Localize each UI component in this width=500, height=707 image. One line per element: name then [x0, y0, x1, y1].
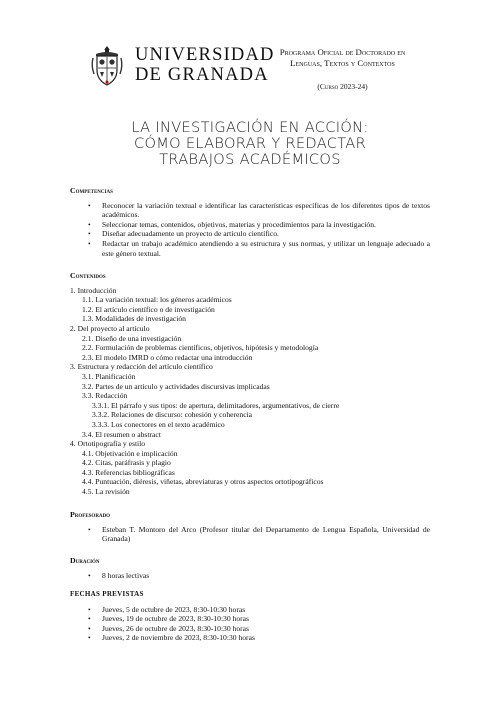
contenidos-section: [70, 271, 430, 497]
competencias-heading: Competencias: [70, 186, 113, 195]
list-item: • Jueves, 26 de octubre de 2023, 8:30-10:30 horas: [70, 624, 430, 634]
toc-item: 1. Introducción: [70, 285, 117, 295]
university-crest-icon: [90, 44, 124, 88]
fechas-section: [70, 590, 430, 643]
toc-item: 3. Estructura y redacción del artículo científico: [70, 362, 213, 372]
toc-item: 3.3.3. Los conectores en el texto académico: [92, 419, 225, 429]
toc-item: 4.1. Objetivación e implicación: [82, 448, 178, 458]
title-line2: CÓMO ELABORAR Y REDACTAR: [133, 135, 367, 152]
toc-item: 1.3. Modalidades de investigación: [82, 314, 186, 324]
toc-item: 3.2. Partes de un artículo y actividades discursivas implicadas: [82, 381, 270, 391]
title-line3: TRABAJOS ACADÉMICOS: [159, 151, 341, 168]
toc-item: 1.2. El artículo científico o de investigación: [82, 304, 215, 314]
profesorado-heading: Profesorado: [70, 510, 111, 519]
list-item: • Esteban T. Montoro del Arco (Profesor titular del Departamento de Lengua Española, Universidad de Granada): [70, 525, 430, 544]
list-item: • Redactar un trabajo académico atendiendo a su estructura y sus normas, y utilizar un lenguaje adecuado a este género textual.: [70, 239, 430, 258]
duracion-section: [70, 556, 430, 580]
toc-item: 4.2. Citas, paráfrasis y plagio: [82, 458, 171, 468]
duracion-heading: Duración: [70, 556, 100, 565]
list-item: • Jueves, 5 de octubre de 2023, 8:30-10:30 horas: [70, 605, 430, 615]
university-name-line1: UNIVERSIDAD: [135, 45, 275, 65]
toc-item: 4. Ortotipografía y estilo: [70, 439, 146, 449]
list-item: • Jueves, 19 de octubre de 2023, 8:30-10:30 horas: [70, 614, 430, 624]
list-item: • Diseñar adecuadamente un proyecto de artículo científico.: [70, 229, 430, 239]
toc-item: 2.1. Diseño de una investigación: [82, 333, 182, 343]
toc-item: 3.3. Redacción: [82, 391, 128, 401]
program-name: [255, 47, 430, 69]
toc-item: 3.3.1. El párrafo y sus tipos: de apertura, delimitadores, argumentativos, de cierre: [92, 400, 340, 410]
university-logo: [90, 44, 275, 90]
list-item: • Reconocer la variación textual e identificar las características específicas de los diferentes tipos de textos académicos.: [70, 201, 430, 220]
toc-item: 2.3. El modelo IMRD o cómo redactar una introducción: [82, 352, 253, 362]
competencias-list: [70, 201, 430, 259]
list-item: • Seleccionar temas, contenidos, objetivos, materias y procedimientos para la investigación.: [70, 220, 430, 230]
toc-item: 1.1. La variación textual: los géneros académicos: [82, 295, 232, 305]
program-line2: Lenguas, Textos y Contextos: [290, 58, 395, 68]
profesorado-section: [70, 510, 430, 544]
toc-item: 4.3. Referencias bibliográficas: [82, 467, 175, 477]
university-name-line2: DE GRANADA: [135, 65, 269, 85]
toc-item: 4.4. Puntuación, diéresis, viñetas, abreviaturas y otros aspectos ortotipográficos: [82, 477, 324, 487]
competencias-section: [70, 186, 430, 258]
title-line1: LA INVESTIGACIÓN EN ACCIÓN:: [131, 119, 369, 136]
document-title: [60, 120, 440, 168]
fechas-heading: FECHAS PREVISTAS: [70, 590, 144, 598]
toc-item: 3.4. El resumen o abstract: [82, 429, 161, 439]
toc-item: 3.3.2. Relaciones de discurso: cohesión y coherencia: [92, 410, 253, 420]
toc-item: 4.5. La revisión: [82, 487, 130, 497]
list-item: • Jueves, 2 de noviembre de 2023, 8:30-10:30 horas: [70, 633, 430, 643]
fechas-list: [70, 605, 430, 643]
toc-item: 3.1. Planificación: [82, 371, 136, 381]
profesorado-list: [70, 525, 430, 544]
program-line1: Programa Oficial de Doctorado en: [279, 47, 406, 57]
list-item: • 8 horas lectivas: [70, 571, 430, 581]
toc-item: 2.2. Formulación de problemas científicos, objetivos, hipótesis y metodología: [82, 343, 319, 353]
toc-item: 2. Del proyecto al artículo: [70, 323, 150, 333]
course-year: (Curso 2023-24): [317, 82, 368, 91]
duracion-list: [70, 571, 430, 581]
contenidos-heading: Contenidos: [70, 271, 106, 280]
